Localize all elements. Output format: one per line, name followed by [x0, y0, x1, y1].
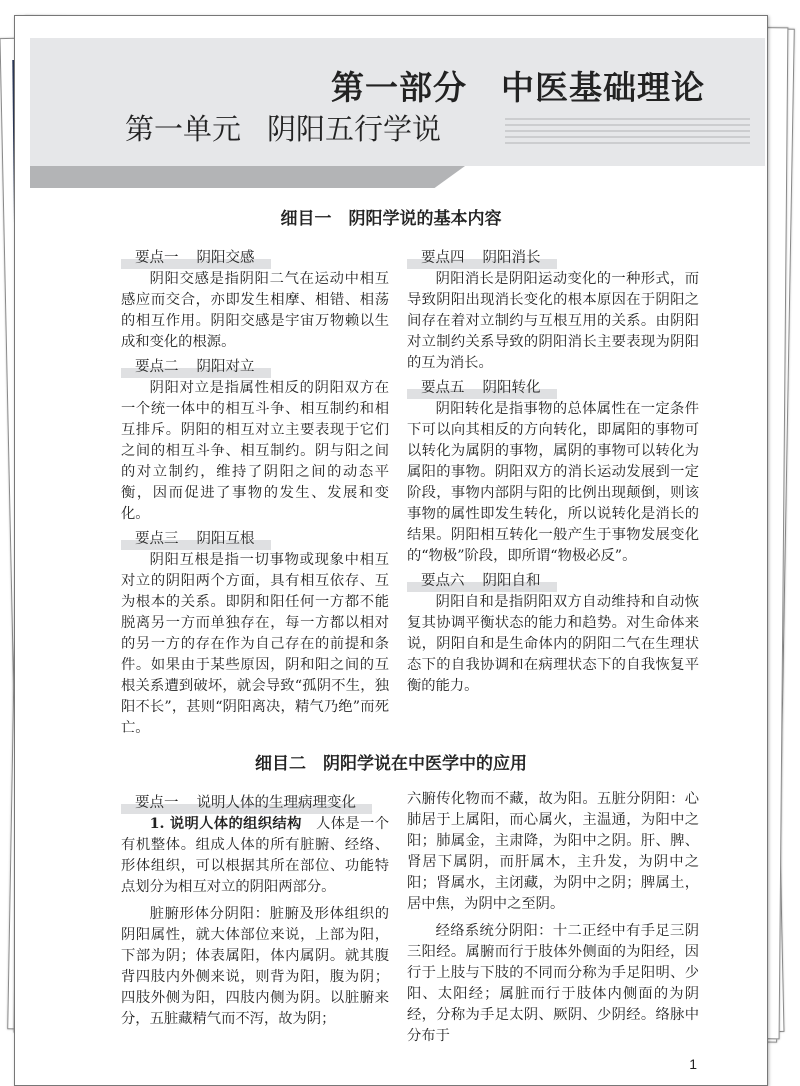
- item-text: 人体是一个有机整体。组成人体的所有脏腑、经络、形体组织，可以根据其所在部位、功能特点划分为相互对立的阴阳两部分。: [121, 816, 389, 895]
- page-number: 1: [689, 1056, 697, 1072]
- left-column: [121, 789, 389, 1030]
- paragraph: 六腑传化物而不藏，故为阳。五脏分阴阳：心肺居于上属阳，而心属火，主温通，为阳中之阳；肺属金，主肃降，为阳中之阴。肝、脾、肾居下属阴，而肝属木，主升发，为阴中之阳；肾属水，主闭藏，为阴中之阴；脾属土，居中焦，为阴中之至阴。: [407, 791, 699, 912]
- key-point-heading: 要点四 阴阳消长: [407, 247, 557, 269]
- key-point-heading: 要点一 说明人体的生理病理变化: [121, 792, 372, 814]
- key-point-heading: 要点一 阴阳交感: [121, 247, 271, 269]
- paragraph: 阴阳互根是指一切事物或现象中相互对立的阴阳两个方面，具有相互依存、互为根本的关系。即阴和阳任何一方都不能脱离另一方而单独存在，每一方都以相对的另一方的存在作为自己存在的前提和条件。如果由于某些原因，阴和阳之间的互根关系遭到破坏，就会导致“孤阴不生，独阳不长”，甚则“阴阳离决，精气乃绝”而死亡。: [121, 552, 389, 736]
- item-lead: 1. 说明人体的组织结构: [149, 816, 302, 832]
- paragraph: 脏腑形体分阴阳：脏腑及形体组织的阴阳属性，就大体部位来说，上部为阳，下部为阴；体表属阳，体内属阴。就其腹背四肢内外侧来说，则背为阳，腹为阴；四肢外侧为阳，四肢内侧为阴。以脏腑来分，五脏藏精气而不泻，故为阴；: [121, 906, 389, 1027]
- document-page: [14, 15, 768, 1086]
- part-title: 第一部分 中医基础理论: [331, 68, 705, 107]
- section-title: 细目一 阴阳学说的基本内容: [280, 209, 502, 229]
- paragraph: 经络系统分阴阳：十二正经中有手足三阴三阳经。属腑而行于肢体外侧面的为阳经，因行于上肢与下肢的不同而分称为手足阳明、少阳、太阳经；属脏而行于肢体内侧面的为阴经，分称为手足太阴、厥阴、少阴经。络脉中分布于: [407, 923, 699, 1044]
- key-point-heading: 要点五 阴阳转化: [407, 377, 557, 399]
- paragraph: 阴阳自和是指阴阳双方自动维持和自动恢复其协调平衡状态的能力和趋势。对生命体来说，阴阳自和是生命体内的阴阳二气在生理状态下的自我协调和在病理状态下的自我恢复平衡的能力。: [407, 594, 699, 694]
- right-column: [407, 789, 699, 1047]
- paragraph: 阴阳交感是指阴阳二气在运动中相互感应而交合，亦即发生相摩、相错、相荡的相互作用。阴阳交感是宇宙万物赖以生成和变化的根源。: [121, 271, 389, 350]
- section-1-columns: [121, 244, 767, 739]
- key-point-heading: 要点二 阴阳对立: [121, 356, 271, 378]
- unit-number: 第一单元: [125, 112, 242, 146]
- key-point-heading: 要点三 阴阳互根: [121, 528, 271, 550]
- key-point-heading: 要点六 阴阳自和: [407, 570, 557, 592]
- paragraph: [121, 814, 389, 898]
- left-column: [121, 244, 389, 739]
- paragraph: 阴阳消长是阴阳运动变化的一种形式，而导致阴阳出现消长变化的根本原因在于阴阳之间存在着对立制约与互根互用的关系。由阴阳对立制约关系导致的阴阳消长主要表现为阴阳的互为消长。: [407, 271, 699, 371]
- unit-name: 阴阳五行学说: [267, 112, 442, 146]
- header-underline-band: [30, 166, 465, 188]
- paragraph: 阴阳转化是指事物的总体属性在一定条件下可以向其相反的方向转化，即属阳的事物可以转化为属阴的事物，属阴的事物可以转化为属阳的事物。阴阳双方的消长运动发展到一定阶段，事物内部阴与阳的比例出现颠倒，则该事物的属性即发生转化，所以说转化是消长的结果。阴阳相互转化一般产生于事物发展变化的“物极”阶段，即所谓“物极必反”。: [407, 401, 699, 564]
- header-decoration: [505, 114, 750, 144]
- unit-title: [125, 107, 441, 148]
- right-column: [407, 244, 699, 697]
- section-title: 细目二 阴阳学说在中医学中的应用: [255, 754, 527, 774]
- section-2-columns: [121, 789, 767, 1047]
- paragraph: 阴阳对立是指属性相反的阴阳双方在一个统一体中的相互斗争、相互制约和相互排斥。阴阳的相互对立主要表现于它们之间的相互斗争、相互制约。阴与阳之间的对立制约，维持了阴阳之间的动态平衡，因而促进了事物的发生、发展和变化。: [121, 380, 389, 522]
